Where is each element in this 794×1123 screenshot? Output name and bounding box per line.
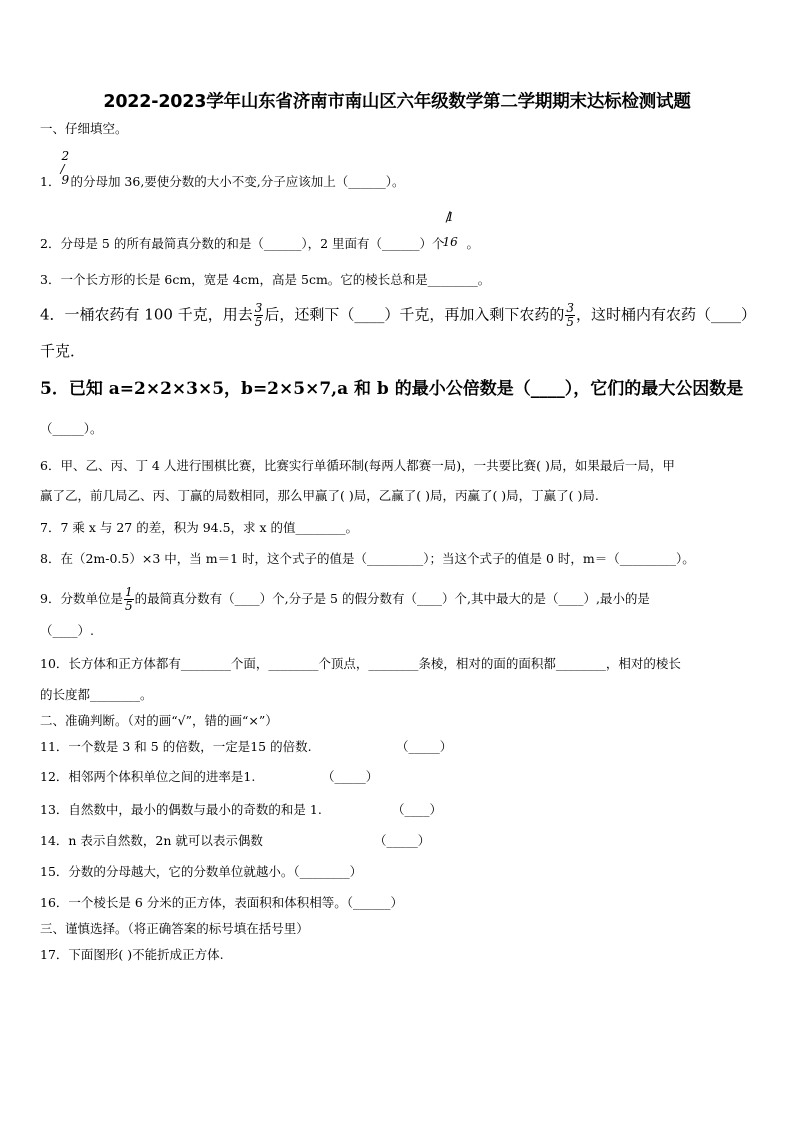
question-5: 5．已知 a=2×2×3×5，b=2×5×7,a 和 b 的最小公倍数是（____），它们的最大公因数是 <box>40 379 744 399</box>
section-heading-3: 三、谨慎选择。（将正确答案的标号填在括号里） <box>40 921 309 936</box>
question-7: 7．7 乘 x 与 27 的差，积为 94.5，求 x 的值________。 <box>40 520 359 535</box>
question-14: 14．n 表示自然数，2n 就可以表示偶数 <box>40 833 263 848</box>
question-16: 16．一个棱长是 6 分米的正方体，表面积和体积相等。（______） <box>40 895 404 910</box>
question-9: 9．分数单位是 $\frac{1}{5}$ 的最简真分数有（____）个,分子是 5 的假分数有（____）个,其中最大的是（____）,最小的是 <box>40 585 650 613</box>
question-6: 6．甲、乙、丙、丁 4 人进行围棋比赛，比赛实行单循环制(每两人都赛一局)，一共要比赛( )局，如果最后一局，甲 <box>40 458 675 473</box>
question-12: 12．相邻两个体积单位之间的进率是1. <box>40 769 256 784</box>
answer-paren-13: （____） <box>392 802 443 817</box>
question-number: 1． <box>40 174 61 189</box>
question-8: 8．在（2m-0.5）×3 中，当 m＝1 时，这个式子的值是（_________）；当这个式子的值是 0 时，m＝（_________）。 <box>40 551 695 566</box>
question-3: 3．一个长方形的长是 6cm，宽是 4cm，高是 5cm。它的棱长总和是________。 <box>40 272 491 287</box>
question-5-cont: （_____）。 <box>40 421 103 436</box>
question-11: 11．一个数是 3 和 5 的倍数，一定是15 的倍数. <box>40 739 312 754</box>
section-heading-2: 二、准确判断。（对的画“√”，错的画“×”） <box>40 713 278 728</box>
question-13: 13．自然数中，最小的偶数与最小的奇数的和是 1. <box>40 802 322 817</box>
question-15: 15．分数的分母越大，它的分数单位就越小。（________） <box>40 864 363 879</box>
question-1 <box>40 149 405 190</box>
answer-paren-11: （_____） <box>396 739 453 754</box>
question-2: 2．分母是 5 的所有最简真分数的和是（______），2 里面有（______）个 1 16 。 <box>40 210 480 251</box>
fraction-3-5: $\frac{3}{5}$ <box>566 301 575 329</box>
question-9-cont: （____）. <box>40 623 94 638</box>
answer-paren-12: （_____） <box>322 769 379 784</box>
fraction-1-5: $\frac{1}{5}$ <box>124 585 133 613</box>
question-4: 4．一桶农药有 100 千克，用去 $\frac{3}{5}$ 后，还剩下（____）千克，再加入剩下农药的 $\frac{3}{5}$ ，这时桶内有农药（____） <box>40 301 757 329</box>
question-text: 2．分母是 5 的所有最简真分数的和是（______），2 里面有（______）个 <box>40 236 445 251</box>
fraction-2-9: 2 / 9 <box>60 149 70 187</box>
answer-paren-14: （_____） <box>374 833 431 848</box>
question-6-cont: 赢了乙，前几局乙、丙、丁赢的局数相同，那么甲赢了( )局，乙赢了( )局，丙赢了( )局，丁赢了( )局. <box>40 488 599 503</box>
section-heading-1: 一、仔细填空。 <box>40 121 128 136</box>
question-text: 的分母加 36,要使分数的大小不变,分子应该加上（______）。 <box>70 174 405 189</box>
question-4-cont: 千克． <box>40 342 86 360</box>
question-10: 10．长方体和正方体都有________个面，________个顶点，________条棱，相对的面的面积都________，相对的棱长 <box>40 656 681 671</box>
question-10-cont: 的长度都________。 <box>40 687 153 702</box>
page-title: 2022-2023学年山东省济南市南山区六年级数学第二学期期末达标检测试题 <box>103 92 691 112</box>
fraction-3-5: $\frac{3}{5}$ <box>254 301 263 329</box>
fraction-1-16: 1 16 <box>442 210 458 249</box>
question-17: 17．下面图形( )不能折成正方体. <box>40 947 224 962</box>
